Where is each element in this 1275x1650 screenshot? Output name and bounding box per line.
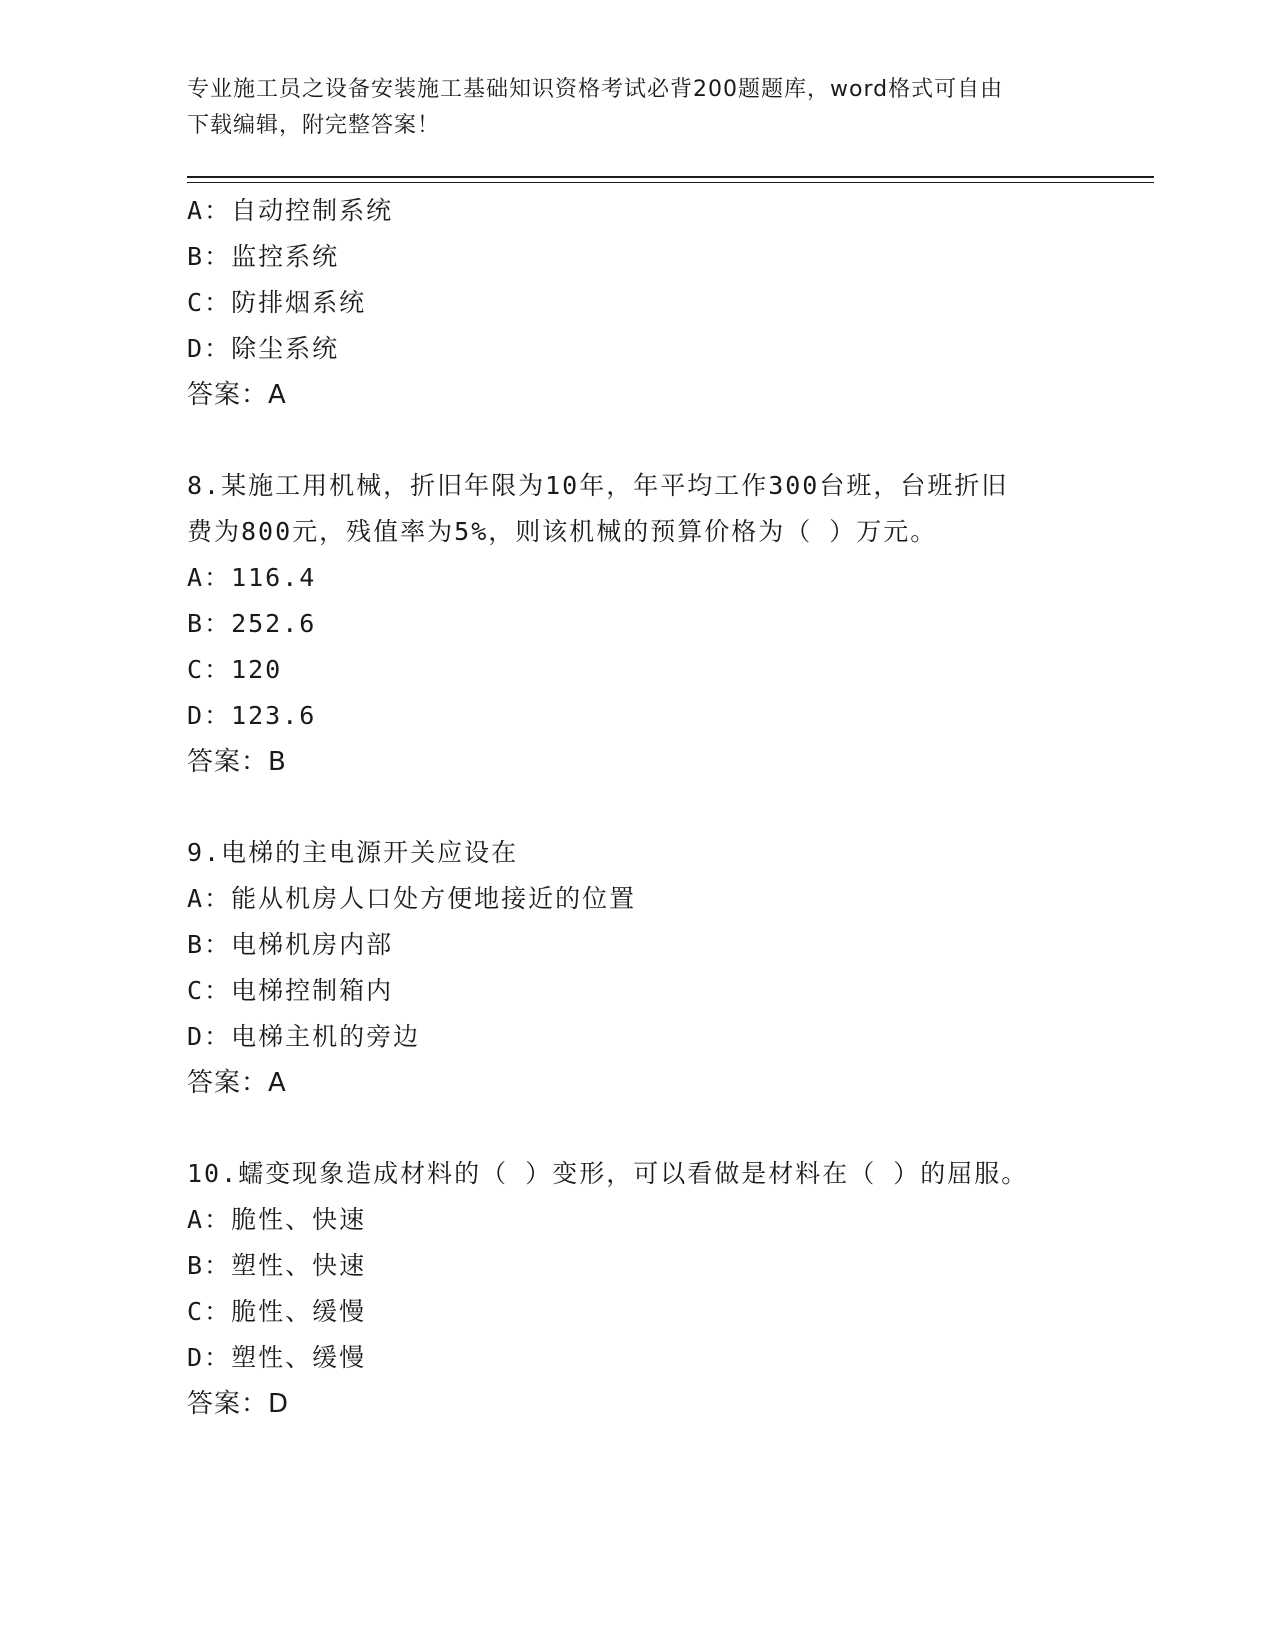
option-letter: B — [187, 1251, 205, 1280]
option-separator: ： — [204, 930, 232, 959]
option-letter: C — [187, 288, 205, 317]
question-spacer — [187, 418, 1127, 463]
option-letter: B — [187, 930, 205, 959]
option-text: 自动控制系统 — [231, 196, 394, 225]
option-letter: B — [187, 609, 205, 638]
option-b — [187, 234, 1127, 280]
option-letter: A — [187, 563, 205, 592]
option-c — [187, 280, 1127, 326]
option-letter: A — [187, 196, 205, 225]
option-text: 塑性、缓慢 — [231, 1343, 367, 1372]
question-9 — [187, 830, 1127, 1106]
answer-value: A — [268, 380, 287, 410]
question-text: 费为800元，残值率为5%，则该机械的预算价格为（ ）万元。 — [187, 517, 938, 546]
option-text: 123.6 — [231, 701, 317, 730]
option-separator: ： — [204, 976, 232, 1005]
option-text: 塑性、快速 — [231, 1251, 367, 1280]
option-text: 监控系统 — [231, 242, 340, 271]
option-a — [187, 1197, 1127, 1243]
option-letter: A — [187, 884, 205, 913]
answer-value: B — [268, 747, 287, 777]
question-text: 8.某施工用机械，折旧年限为10年，年平均工作300台班，台班折旧 — [187, 471, 1009, 500]
answer-line — [187, 1060, 1127, 1106]
option-separator: ： — [204, 609, 232, 638]
document-header — [187, 72, 1067, 144]
answer-label: 答案： — [187, 1068, 269, 1098]
option-text: 116.4 — [231, 563, 317, 592]
option-separator: ： — [204, 1251, 232, 1280]
question-list — [187, 188, 1127, 1427]
option-text: 电梯控制箱内 — [231, 976, 394, 1005]
option-separator: ： — [204, 1297, 232, 1326]
option-letter: A — [187, 1205, 205, 1234]
option-b — [187, 922, 1127, 968]
question-spacer — [187, 1106, 1127, 1151]
option-separator: ： — [204, 701, 232, 730]
document-title-line-2: 下载编辑，附完整答案！ — [187, 113, 441, 138]
option-letter: D — [187, 701, 205, 730]
option-separator: ： — [204, 1022, 232, 1051]
option-text: 电梯主机的旁边 — [231, 1022, 421, 1051]
option-c — [187, 1289, 1127, 1335]
answer-value: D — [268, 1389, 290, 1419]
option-text: 能从机房人口处方便地接近的位置 — [231, 884, 637, 913]
question-8 — [187, 463, 1127, 785]
option-a — [187, 876, 1127, 922]
option-letter: C — [187, 655, 205, 684]
answer-line — [187, 372, 1127, 418]
option-separator: ： — [204, 884, 232, 913]
document-title-line-1: 专业施工员之设备安装施工基础知识资格考试必背200题题库，word格式可自由 — [187, 77, 1004, 102]
option-separator: ： — [204, 288, 232, 317]
option-text: 120 — [231, 655, 283, 684]
option-separator: ： — [204, 196, 232, 225]
option-d — [187, 1335, 1127, 1381]
option-letter: C — [187, 976, 205, 1005]
header-rule-thick — [187, 176, 1154, 178]
option-c — [187, 647, 1127, 693]
option-letter: D — [187, 1343, 205, 1372]
header-rule-thin — [187, 182, 1154, 183]
answer-value: A — [268, 1068, 287, 1098]
option-letter: D — [187, 334, 205, 363]
option-letter: B — [187, 242, 205, 271]
option-separator: ： — [204, 1205, 232, 1234]
answer-label: 答案： — [187, 1389, 269, 1419]
question-10 — [187, 1151, 1127, 1427]
option-separator: ： — [204, 655, 232, 684]
option-d — [187, 1014, 1127, 1060]
option-letter: D — [187, 1022, 205, 1051]
option-separator: ： — [204, 1343, 232, 1372]
option-d — [187, 693, 1127, 739]
question-text: 10.蠕变现象造成材料的（ ）变形，可以看做是材料在（ ）的屈服。 — [187, 1159, 1029, 1188]
option-b — [187, 1243, 1127, 1289]
answer-label: 答案： — [187, 380, 269, 410]
answer-line — [187, 1381, 1127, 1427]
option-separator: ： — [204, 334, 232, 363]
option-text: 脆性、缓慢 — [231, 1297, 367, 1326]
option-a — [187, 188, 1127, 234]
question-spacer — [187, 785, 1127, 830]
option-text: 252.6 — [231, 609, 317, 638]
option-b — [187, 601, 1127, 647]
option-text: 防排烟系统 — [231, 288, 367, 317]
option-text: 除尘系统 — [231, 334, 340, 363]
answer-label: 答案： — [187, 747, 269, 777]
question-7 — [187, 188, 1127, 418]
option-text: 脆性、快速 — [231, 1205, 367, 1234]
option-a — [187, 555, 1127, 601]
option-separator: ： — [204, 563, 232, 592]
option-separator: ： — [204, 242, 232, 271]
question-text: 9.电梯的主电源开关应设在 — [187, 838, 519, 867]
option-c — [187, 968, 1127, 1014]
answer-line — [187, 739, 1127, 785]
option-d — [187, 326, 1127, 372]
option-letter: C — [187, 1297, 205, 1326]
option-text: 电梯机房内部 — [231, 930, 394, 959]
